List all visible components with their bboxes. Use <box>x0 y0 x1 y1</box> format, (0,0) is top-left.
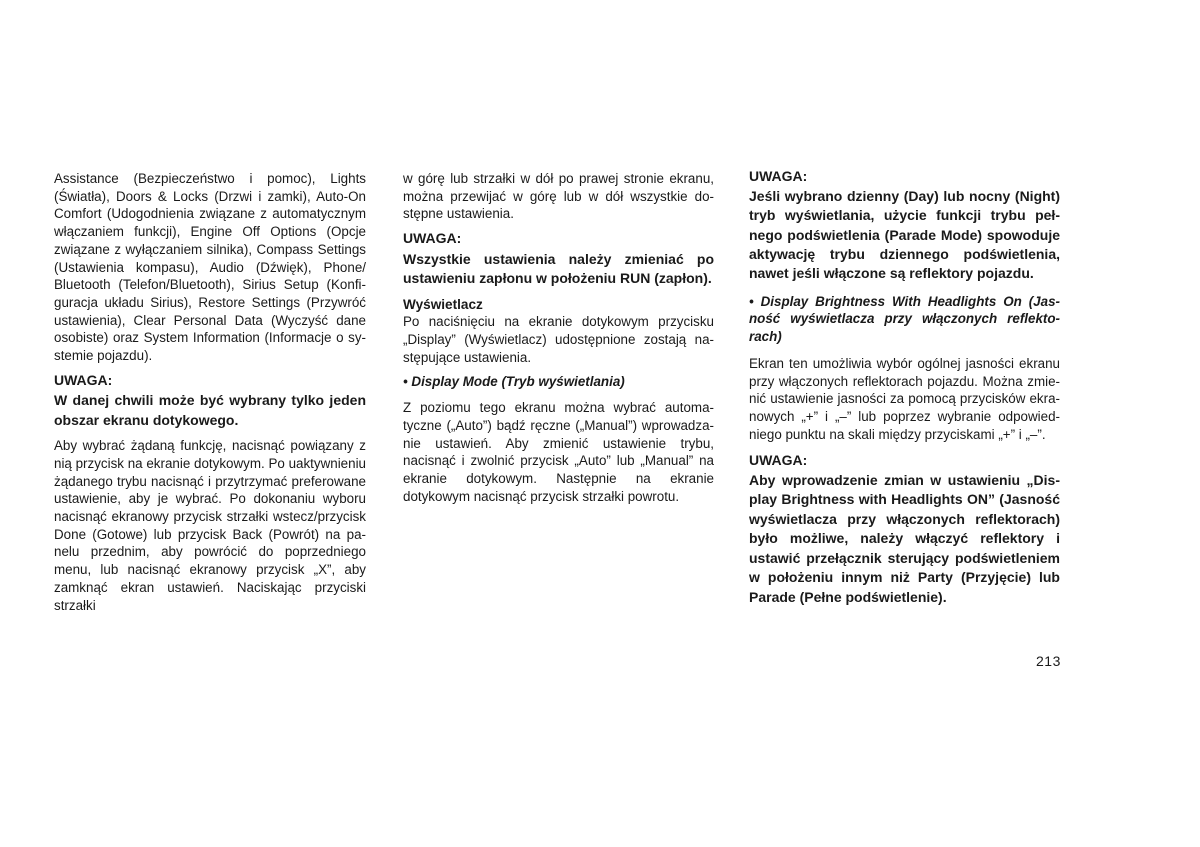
note-heading: UWAGA: <box>403 230 462 247</box>
column-middle <box>403 170 714 512</box>
note-heading: UWAGA: <box>54 371 113 388</box>
paragraph: Assistance (Bezpieczeństwo i pomoc), Lights (Światła), Doors & Locks (Drzwi i zamki), Auto-On Comfort (Udogodnienia związane z automatycznym włączaniem funkcji), Engine Off Options (Opcje związane z wyłączaniem silnika), Compass Settings (Ustawienia kompasu), Audio (Dźwięk), Phone/ Bluetooth (Telefon/Bluetooth), Sirius Setup (Konfiguracja układu Sirius), Restore Settings (Przywróć ustawienia), Clear Personal Data (Wyczyść dane osobiste) oraz System Information (Informacje o systemie pojazdu). <box>54 171 366 364</box>
column-right <box>749 168 1060 616</box>
note-text: Wszystkie ustawienia należy zmieniać po ustawieniu zapłonu w położeniu RUN (zapłon). <box>403 250 714 287</box>
paragraph: w górę lub strzałki w dół po prawej stronie ekranu, można przewijać w górę lub w dół wszystkie dostępne ustawienia. <box>403 171 714 222</box>
section-heading: Wyświetlacz <box>403 296 483 312</box>
bullet-item: • Display Brightness With Headlights On (Jasność wyświetlacza przy włączonych reflektorach) <box>749 293 1060 345</box>
note-text: Aby wprowadzenie zmian w ustawieniu „Display Brightness with Headlights ON” (Jasność wyświetlacza przy włączonych reflektorach) było możliwe, należy włączyć reflektory i ustawić przełącznik sterujący podświetleniem w położeniu innym niż Party (Przyjęcie) lub Parade (Pełne podświetlenie). <box>749 472 1060 605</box>
paragraph: Ekran ten umożliwia wybór ogólnej jasności ekranu przy włączonych reflektorach pojazdu. Można zmienić ustawienie jasności za pomocą przycisków ekranowych „+” i „–” lub poprzez wybranie odpowiedniego punktu na skali między przyciskami „+” i „–”. <box>749 355 1060 442</box>
paragraph: Aby wybrać żądaną funkcję, nacisnąć powiązany z nią przycisk na ekranie dotykowym. Po uaktywnieniu żądanego trybu nacisnąć i przytrzymać preferowane ustawienie, aby je wybrać. Po dokonaniu wyboru nacisnąć ekranowy przycisk strzałki wstecz/przycisk Done (Gotowe) lub przycisk Back (Powrót) na panelu przednim, aby powrócić do poprzedniego menu, lub nacisnąć ekranowy przycisk „X”, aby zamknąć ekran ustawień. Naciskając przyciski strzałki <box>54 438 366 613</box>
bullet-item: • Display Mode (Tryb wyświetlania) <box>403 374 625 390</box>
paragraph: Z poziomu tego ekranu można wybrać automatyczne („Auto”) bądź ręczne („Manual”) wprowadzanie ustawień. Aby zmienić ustawienie trybu, nacisnąć i zwolnić przycisk „Auto” lub „Manual” na ekranie dotykowym. Następnie na ekranie dotykowym nacisnąć przycisk strzałki powrotu. <box>403 400 714 504</box>
note-heading: UWAGA: <box>749 168 808 184</box>
note-text: W danej chwili może być wybrany tylko jeden obszar ekranu dotykowego. <box>54 392 366 428</box>
note-text: Jeśli wybrano dzienny (Day) lub nocny (Night) tryb wyświetlania, użycie funkcji trybu pełnego podświetlenia (Parade Mode) spowoduje aktywację trybu dziennego podświetlenia, nawet jeśli włączone są reflektory pojazdu. <box>749 187 1060 282</box>
page-number: 213 <box>1036 653 1061 669</box>
column-left <box>54 170 366 621</box>
paragraph: Po naciśnięciu na ekranie dotykowym przycisku „Display” (Wyświetlacz) udostępnione zostają następujące ustawienia. <box>403 314 714 365</box>
note-heading: UWAGA: <box>749 452 808 469</box>
